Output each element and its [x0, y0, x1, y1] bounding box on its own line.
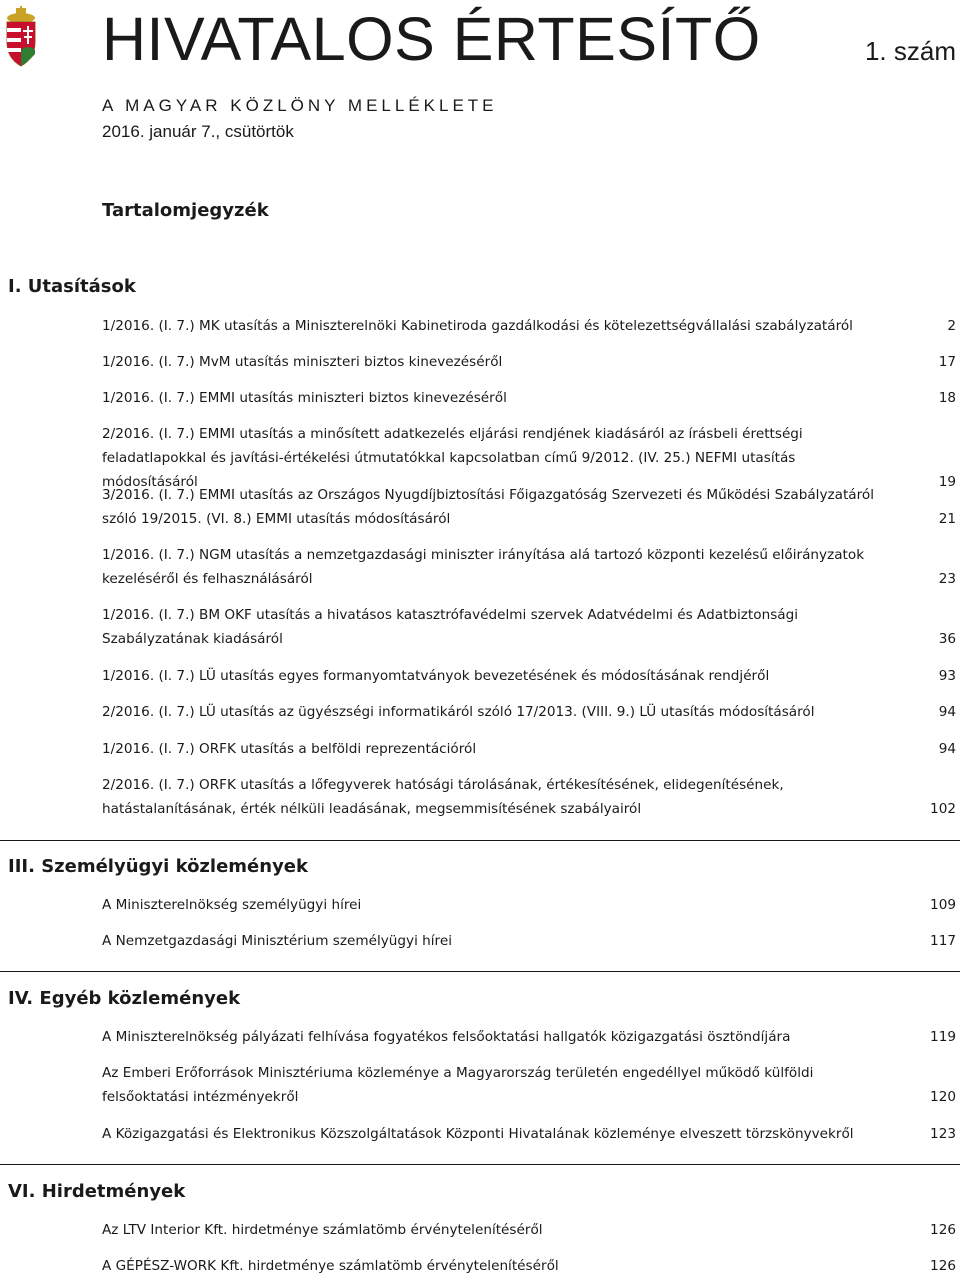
- toc-entry-page: 102: [930, 801, 956, 817]
- toc-entry-text: 1/2016. (I. 7.) NGM utasítás a nemzetgazdasági miniszter irányítása alá tartozó központi kezelésű előirányzatok kezeléséről és felhasználásáról: [102, 547, 865, 587]
- toc-entry-page: 19: [938, 474, 956, 490]
- toc-entry[interactable]: [102, 1025, 956, 1049]
- publication-date: 2016. január 7., csütörtök: [102, 122, 294, 141]
- toc-entry-text: 1/2016. (I. 7.) ORFK utasítás a belföldi reprezentációról: [102, 741, 477, 757]
- toc-entry-page: 21: [938, 511, 956, 527]
- section-divider: [0, 1164, 960, 1165]
- publication-subtitle: A MAGYAR KÖZLÖNY MELLÉKLETE: [102, 96, 498, 115]
- section-divider: [0, 840, 960, 841]
- toc-entry[interactable]: [102, 1122, 956, 1146]
- toc-entry-text: 1/2016. (I. 7.) MvM utasítás miniszteri biztos kinevezéséről: [102, 354, 503, 370]
- toc-entry-text: 1/2016. (I. 7.) MK utasítás a Miniszterelnöki Kabinetiroda gazdálkodási és kötelezettségvállalási szabályzatáról: [102, 318, 853, 334]
- toc-entry-text: 3/2016. (I. 7.) EMMI utasítás az Országos Nyugdíjbiztosítási Főigazgatóság Szervezeti és Működési Szabályzatáról szóló 19/2015. (VI. 8.) EMMI utasítás módosításáról: [102, 487, 875, 527]
- toc-entry-text: Az Emberi Erőforrások Minisztériuma közleménye a Magyarország területén engedéllyel működő külföldi felsőoktatási intézményekről: [102, 1065, 814, 1105]
- toc-heading: Tartalomjegyzék: [102, 200, 269, 221]
- toc-entry-page: 94: [938, 741, 956, 757]
- toc-entry-text: 1/2016. (I. 7.) BM OKF utasítás a hivatásos katasztrófavédelmi szervek Adatvédelmi és Adatbiztonsági Szabályzatának kiadásáról: [102, 607, 799, 647]
- toc-entry-text: 1/2016. (I. 7.) EMMI utasítás miniszteri biztos kinevezéséről: [102, 390, 507, 406]
- toc-entry[interactable]: [102, 483, 956, 531]
- toc-entry[interactable]: [102, 893, 956, 917]
- toc-entry-page: 109: [930, 897, 956, 913]
- toc-entry-text: A GÉPÉSZ-WORK Kft. hirdetménye számlatömb érvénytelenítéséről: [102, 1258, 559, 1274]
- toc-entry[interactable]: [102, 1254, 956, 1278]
- toc-entry[interactable]: [102, 314, 956, 338]
- toc-entry-page: 94: [938, 704, 956, 720]
- toc-entry[interactable]: [102, 1218, 956, 1242]
- toc-entry-text: 1/2016. (I. 7.) LÜ utasítás egyes formanyomtatványok bevezetésének és módosításának rendjéről: [102, 668, 770, 684]
- toc-entry[interactable]: [102, 773, 956, 821]
- toc-entry-page: 119: [930, 1029, 956, 1045]
- toc-entry-page: 17: [938, 354, 956, 370]
- toc-entry-text: A Közigazgatási és Elektronikus Közszolgáltatások Központi Hivatalának közleménye elveszett törzskönyvekről: [102, 1126, 854, 1142]
- coat-of-arms-icon: [4, 6, 38, 68]
- toc-entry[interactable]: [102, 386, 956, 410]
- publication-title: HIVATALOS ÉRTESÍTŐ: [102, 5, 761, 73]
- toc-entry[interactable]: [102, 543, 956, 591]
- toc-entry-text: 2/2016. (I. 7.) LÜ utasítás az ügyészségi informatikáról szóló 17/2013. (VIII. 9.) LÜ utasítás módosításáról: [102, 704, 815, 720]
- toc-entry-page: 126: [930, 1258, 956, 1274]
- toc-entry-text: 2/2016. (I. 7.) EMMI utasítás a minősített adatkezelés eljárási rendjének kiadásáról az írásbeli érettségi feladatlapokkal és javítási-értékelési útmutatókkal kapcsolatban című 9/2012. (IV. 25.) NEFMI utasítás módosításáról: [102, 426, 803, 490]
- toc-entry-page: 126: [930, 1222, 956, 1238]
- toc-entry[interactable]: [102, 929, 956, 953]
- section-divider: [0, 971, 960, 972]
- toc-entry-text: A Miniszterelnökség személyügyi hírei: [102, 897, 362, 913]
- toc-entry-page: 93: [938, 668, 956, 684]
- toc-entry-text: A Nemzetgazdasági Minisztérium személyügyi hírei: [102, 933, 452, 949]
- toc-entry-text: A Miniszterelnökség pályázati felhívása fogyatékos felsőoktatási hallgatók közigazgatási ösztöndíjára: [102, 1029, 791, 1045]
- issue-number: 1. szám: [864, 36, 956, 66]
- toc-entry-page: 2: [947, 318, 956, 334]
- toc-entry-page: 36: [938, 631, 956, 647]
- toc-entry-page: 123: [930, 1126, 956, 1142]
- toc-entry[interactable]: [102, 664, 956, 688]
- section-title: IV. Egyéb közlemények: [8, 988, 241, 1009]
- toc-entry-text: Az LTV Interior Kft. hirdetménye számlatömb érvénytelenítéséről: [102, 1222, 543, 1238]
- toc-entry[interactable]: [102, 700, 956, 724]
- toc-entry-page: 18: [938, 390, 956, 406]
- toc-entry-page: 117: [930, 933, 956, 949]
- toc-entry[interactable]: [102, 350, 956, 374]
- toc-entry-text: 2/2016. (I. 7.) ORFK utasítás a lőfegyverek hatósági tárolásának, értékesítésének, elidegenítésének, hatástalanításának, érték nélküli leadásának, megsemmisítésének szabályairól: [102, 777, 784, 817]
- toc-entry[interactable]: [102, 1061, 956, 1109]
- section-title: VI. Hirdetmények: [8, 1181, 186, 1202]
- toc-entry[interactable]: [102, 737, 956, 761]
- toc-entry-page: 120: [930, 1089, 956, 1105]
- section-title: I. Utasítások: [8, 276, 136, 297]
- toc-entry-page: 23: [938, 571, 956, 587]
- toc-entry[interactable]: [102, 603, 956, 651]
- section-title: III. Személyügyi közlemények: [8, 856, 308, 877]
